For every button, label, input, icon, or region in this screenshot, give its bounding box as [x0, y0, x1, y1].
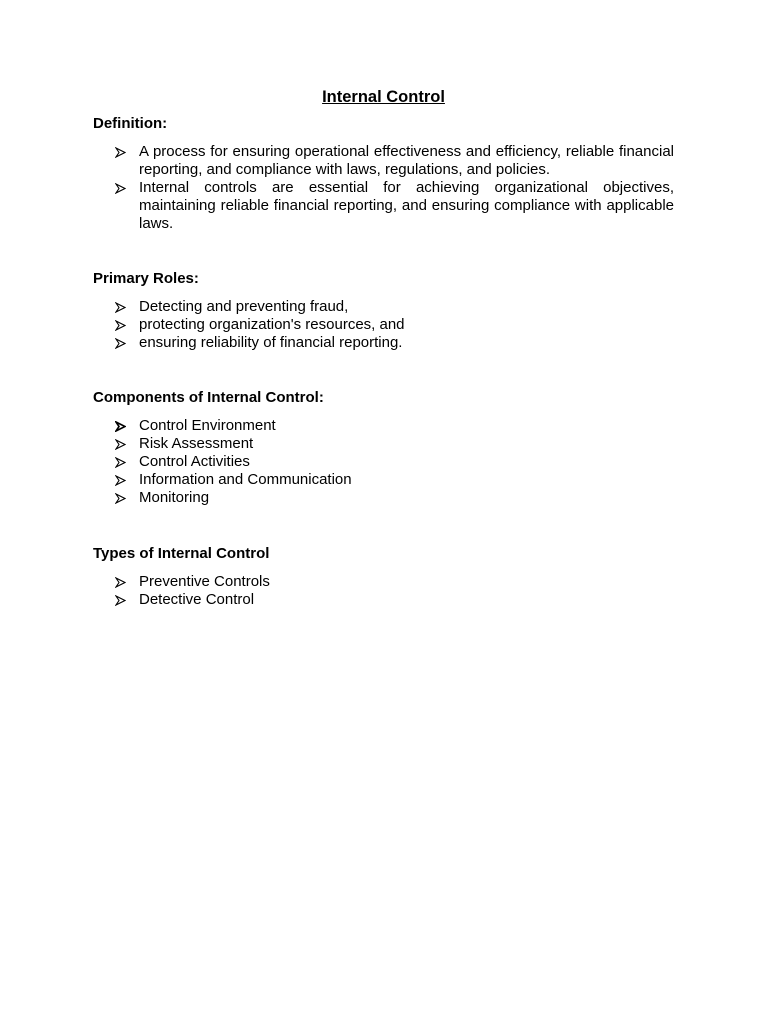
bullet-list [93, 417, 674, 507]
arrowhead-bullet-icon [115, 298, 127, 316]
list-item-text: Detecting and preventing fraud, [139, 298, 349, 315]
list-item-text: Internal controls are essential for achieving organizational objectives, maintaining reliable financial reporting, and ensuring compliance with applicable laws. [139, 179, 674, 232]
arrowhead-bullet-icon [115, 143, 127, 161]
bullet-list [93, 298, 674, 352]
list-item [93, 298, 674, 316]
list-item [93, 316, 674, 334]
arrowhead-bullet-icon [115, 435, 127, 453]
list-item [93, 471, 674, 489]
list-item-text: Risk Assessment [139, 435, 254, 452]
bullet-list [93, 573, 674, 609]
arrowhead-bullet-icon [115, 179, 127, 197]
list-item-text: protecting organization's resources, and [139, 316, 405, 333]
arrowhead-bullet-icon [115, 573, 127, 591]
bullet-list [93, 143, 674, 233]
list-item [93, 573, 674, 591]
section-heading: Definition: [93, 115, 168, 132]
section-heading: Primary Roles: [93, 270, 199, 287]
list-item [93, 591, 674, 609]
section-primary-roles [93, 270, 674, 352]
arrowhead-bullet-icon [115, 316, 127, 334]
list-item-text: Control Activities [139, 453, 250, 470]
document-page [93, 86, 674, 609]
arrowhead-bullet-icon [115, 489, 127, 507]
section-heading: Components of Internal Control: [93, 389, 324, 406]
arrowhead-bullet-icon [115, 453, 127, 471]
list-item-text: Control Environment [139, 417, 276, 434]
list-item [93, 334, 674, 352]
list-item-text: A process for ensuring operational effectiveness and efficiency, reliable financial reporting, and compliance with laws, regulations, and policies. [139, 143, 674, 178]
section-heading: Types of Internal Control [93, 545, 270, 562]
list-item [93, 435, 674, 453]
document-title: Internal Control [322, 88, 445, 106]
list-item [93, 453, 674, 471]
list-item [93, 179, 674, 233]
section-components [93, 389, 674, 507]
list-item [93, 489, 674, 507]
arrowhead-bullet-icon [115, 591, 127, 609]
list-item [93, 143, 674, 179]
list-item-text: ensuring reliability of financial reporting. [139, 334, 403, 351]
list-item-text: Detective Control [139, 591, 255, 608]
section-types [93, 545, 674, 609]
section-definition [93, 115, 674, 233]
list-item-text: Information and Communication [139, 471, 352, 488]
list-item-text: Preventive Controls [139, 573, 270, 590]
list-item [93, 417, 674, 435]
arrowhead-bullet-icon [115, 471, 127, 489]
arrowhead-bullet-icon [115, 334, 127, 352]
arrowhead-bullet-icon [115, 417, 127, 435]
list-item-text: Monitoring [139, 489, 210, 506]
